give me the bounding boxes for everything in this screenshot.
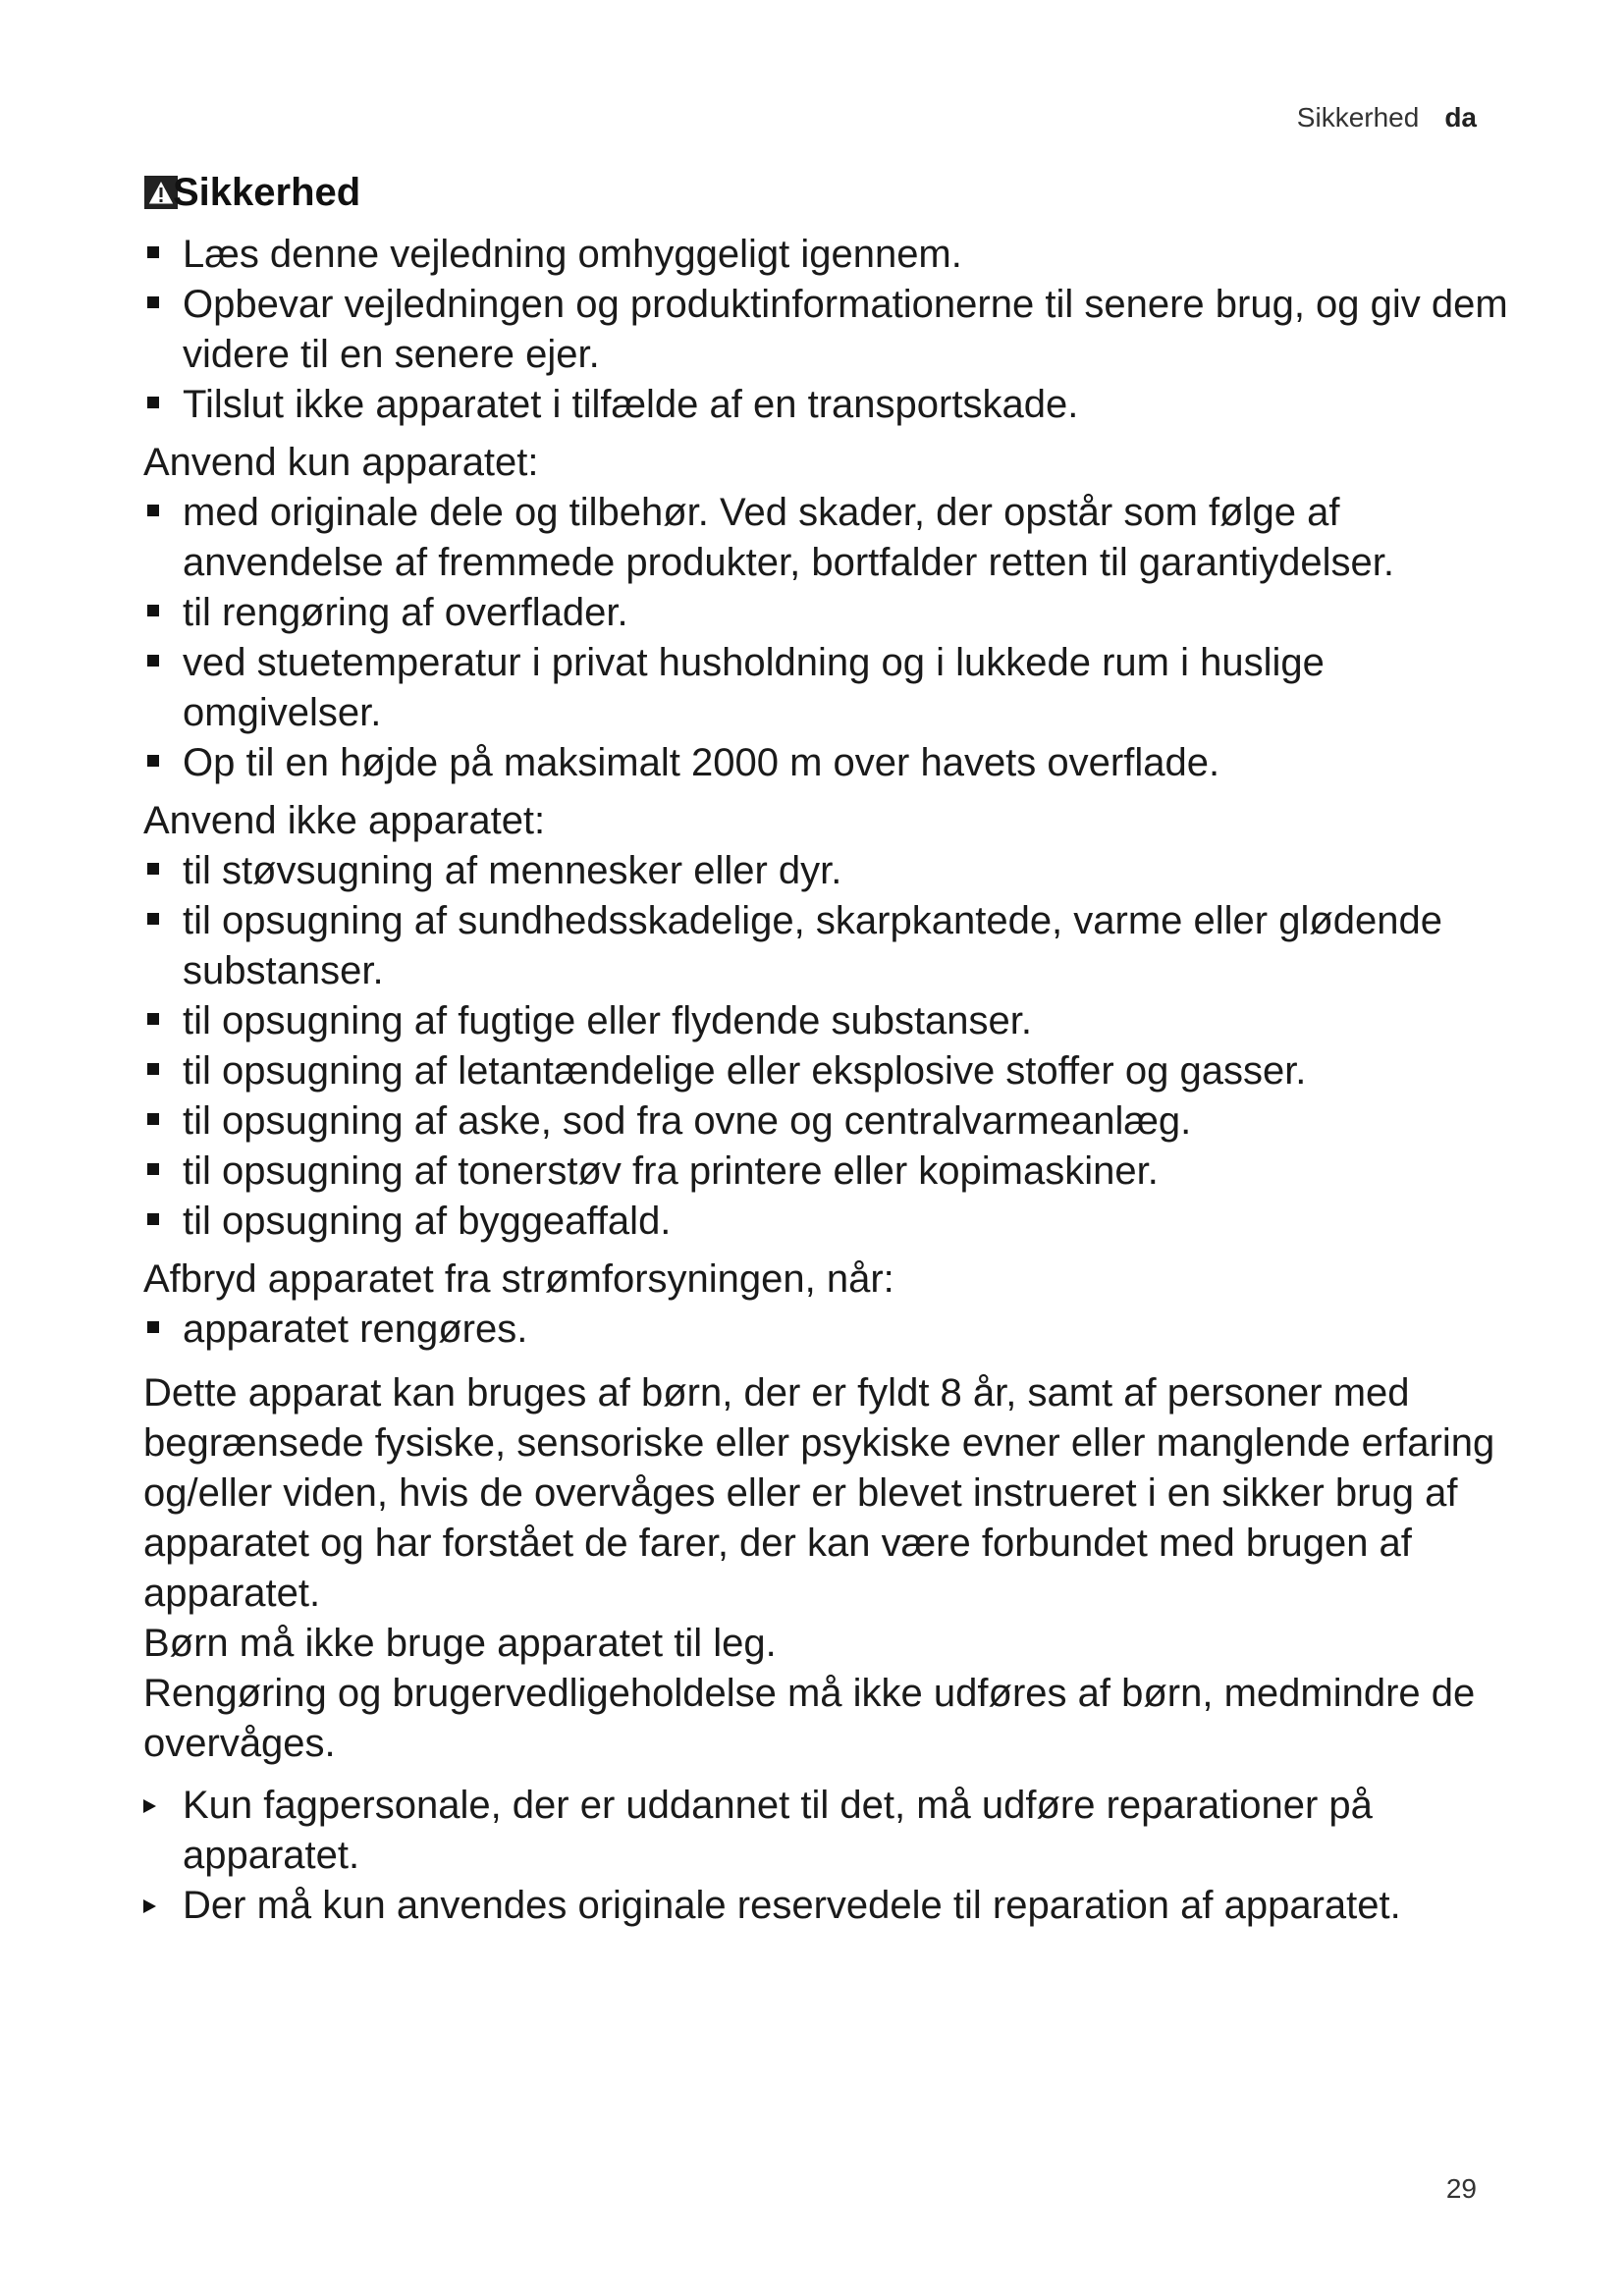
list-item: Op til en højde på maksimalt 2000 m over havets overflade. — [143, 738, 1518, 788]
list-item: apparatet rengøres. — [143, 1305, 1518, 1355]
list-item: til rengøring af overflader. — [143, 588, 1518, 638]
list-item: til opsugning af fugtige eller flydende substanser. — [143, 996, 1518, 1046]
list-item: ved stuetemperatur i privat husholdning og i lukkede rum i huslige omgivelser. — [143, 638, 1518, 738]
use-only-list — [143, 488, 1518, 788]
disconnect-list — [143, 1305, 1518, 1355]
children-play: Børn må ikke bruge apparatet til leg. — [143, 1622, 777, 1665]
do-not-use-list — [143, 846, 1518, 1247]
list-item: til støvsugning af mennesker eller dyr. — [143, 846, 1518, 896]
list-item: til opsugning af byggeaffald. — [143, 1197, 1518, 1247]
list-item: Opbevar vejledningen og produktinformationerne til senere brug, og giv dem videre til en senere ejer. — [143, 280, 1518, 380]
running-header — [1297, 102, 1477, 133]
arrow-icon — [143, 1799, 156, 1813]
arrow-icon — [143, 1899, 156, 1913]
children-cleaning: Rengøring og brugervedligeholdelse må ikke udføres af børn, medmindre de overvåges. — [143, 1672, 1476, 1765]
disconnect-label: Afbryd apparatet fra strømforsyningen, når: — [143, 1257, 894, 1301]
list-item: til opsugning af sundhedsskadelige, skarpkantede, varme eller glødende substanser. — [143, 896, 1518, 996]
do-not-use-label: Anvend ikke apparatet: — [143, 799, 546, 842]
list-item: med originale dele og tilbehør. Ved skader, der opstår som følge af anvendelse af fremmede produkter, bortfalder retten til garantiydelser. — [143, 488, 1518, 588]
instruction-item: Kun fagpersonale, der er uddannet til det, må udføre reparationer på apparatet. — [143, 1781, 1518, 1881]
list-item: til opsugning af letantændelige eller eksplosive stoffer og gasser. — [143, 1046, 1518, 1096]
page-number: 29 — [1445, 2173, 1477, 2204]
page-title-text: Sikkerhed — [173, 170, 361, 214]
header-section: Sikkerhed — [1296, 102, 1420, 133]
intro-list — [143, 230, 1518, 430]
list-item: Tilslut ikke apparatet i tilfælde af en transportskade. — [143, 380, 1518, 430]
safety-content — [143, 163, 1518, 1931]
instruction-item: Der må kun anvendes originale reservedele til reparation af apparatet. — [143, 1881, 1518, 1931]
list-item: til opsugning af aske, sod fra ovne og centralvarmeanlæg. — [143, 1096, 1518, 1147]
header-language: da — [1444, 102, 1477, 133]
page-title — [143, 163, 1518, 222]
instruction-list — [143, 1781, 1518, 1931]
list-item: til opsugning af tonerstøv fra printere eller kopimaskiner. — [143, 1147, 1518, 1197]
use-only-label: Anvend kun apparatet: — [143, 441, 539, 484]
children-paragraph: Dette apparat kan bruges af børn, der er fyldt 8 år, samt af personer med begrænsede fysiske, sensoriske eller psykiske evner eller manglende erfaring og/eller viden, hvis de overvåges eller er blevet instrueret i en sikker brug af apparatet og har forstået de farer, der kan være forbundet med brugen af apparatet. — [143, 1371, 1495, 1615]
list-item: Læs denne vejledning omhyggeligt igennem. — [143, 230, 1518, 280]
